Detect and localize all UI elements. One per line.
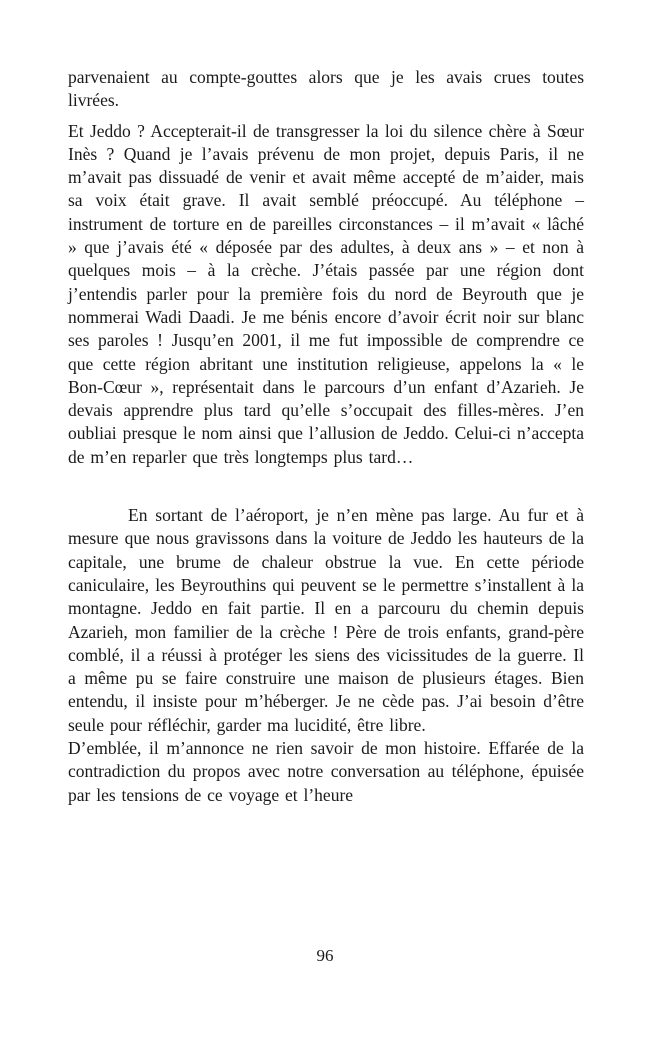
paragraph-airport: En sortant de l’aéroport, je n’en mène pas large. Au fur et à mesure que nous gravissons dans la voiture de Jeddo les hauteurs de la capitale, une brume de chaleur obstrue la vue. En cette période caniculaire, les Beyrouthins qui peuvent se le permettre s’installent à la montagne. Jeddo en fait partie. Il en a parcouru du chemin depuis Azarieh, mon familier de la crèche ! Père de trois enfants, grand-père comblé, il a réussi à protéger les siens des vicissitudes de la guerre. Il a même pu se faire construire une maison de plusieurs étages. Bien entendu, il insiste pour m’héberger. Je ne cède pas. J’ai besoin d’être seule pour réfléchir, garder ma lucidité, être libre. [68,505,584,735]
paragraph-demblee: D’emblée, il m’annonce ne rien savoir de mon histoire. Effarée de la contradiction du propos avec notre conversation au téléphone, épuisée par les tensions de ce voyage et l’heure [68,738,584,805]
body-text [68,66,584,807]
paragraph-continuation: parvenaient au compte-gouttes alors que je les avais crues toutes livrées. [68,67,584,111]
page-number: 96 [316,946,334,965]
paragraph-jeddo: Et Jeddo ? Accepterait-il de transgresser la loi du silence chère à Sœur Inès ? Quand je l’avais prévenu de mon projet, depuis Paris, il ne m’avait pas dissuadé de venir et avait même accepté de m’aider, mais sa voix était grave. Il avait semblé préoccupé. Au téléphone – instrument de torture en de pareilles circonstances – il m’avait « lâché » que j’avais été « déposée par des adultes, à deux ans » – et non à quelques mois – à la crèche. J’étais passée par une région dont j’entendis parler pour la première fois du nord de Beyrouth que je nommerai Wadi Daadi. Je me bénis encore d’avoir écrit noir sur blanc ses paroles ! Jusqu’en 2001, il me fut impossible de comprendre ce que cette région abritant une institution religieuse, appelons la « le Bon-Cœur », représentait dans le parcours d’un enfant d’Azarieh. Je devais apprendre plus tard qu’elle s’occupait des filles-mères. J’en oubliai presque le nom ainsi que l’allusion de Jeddo. Celui-ci n’accepta de m’en reparler que très longtemps plus tard… [68,120,584,467]
